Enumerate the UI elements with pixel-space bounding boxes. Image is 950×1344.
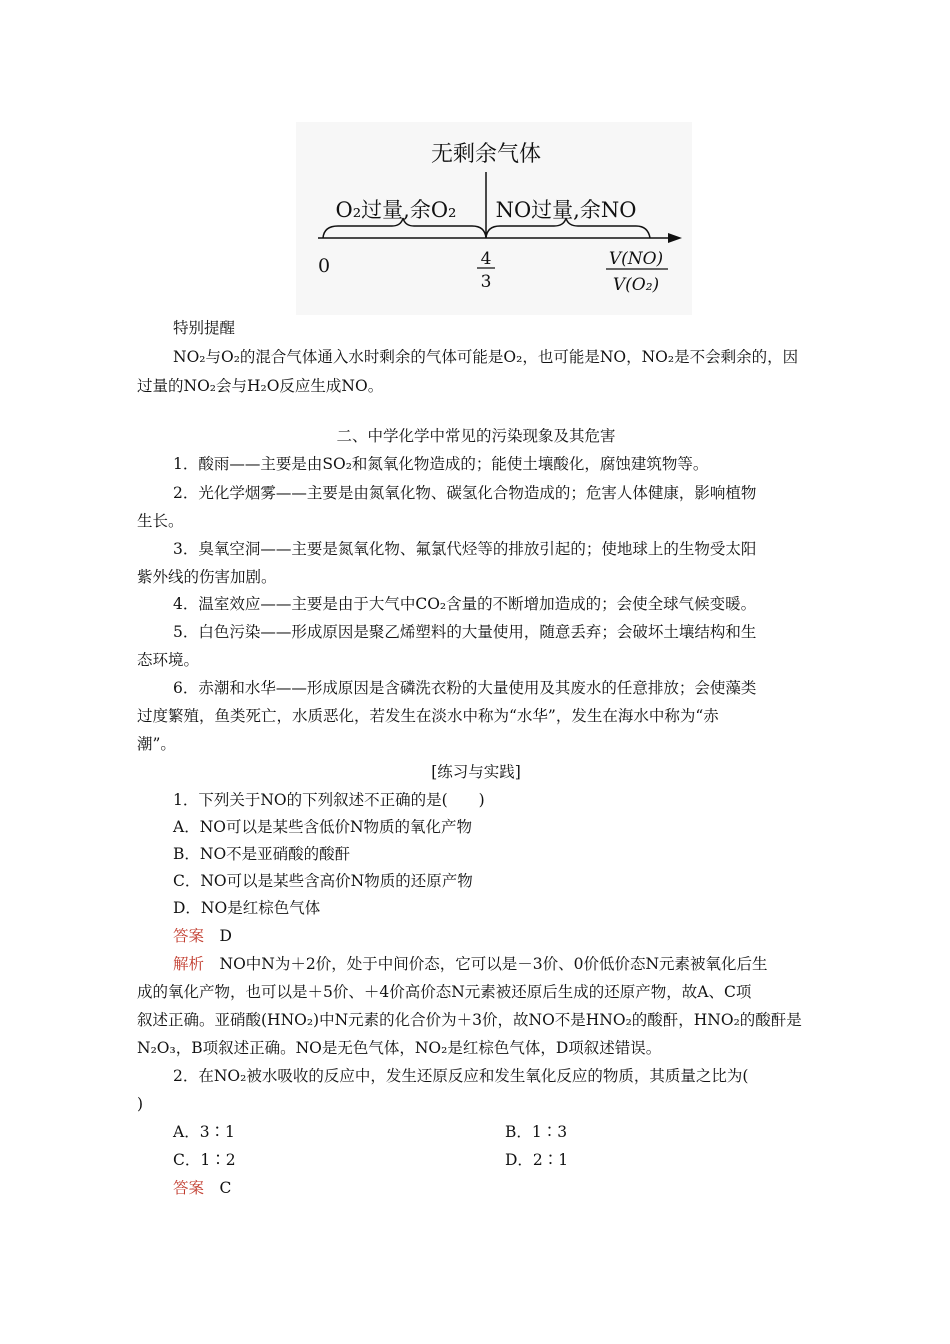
option-d: D．2∶1	[505, 1151, 569, 1169]
axis-denominator: V(O₂)	[612, 275, 660, 295]
mark-denominator: 3	[480, 272, 492, 292]
analysis-text: NO中N为＋2价，处于中间价态，它可以是－3价、0价低价态N元素被氧化后生	[219, 955, 768, 973]
answer-line	[137, 922, 851, 950]
practice-heading: [练习与实践]	[431, 763, 521, 781]
axis-numerator: V(NO)	[608, 249, 664, 269]
tip-line: 过量的NO₂会与H₂O反应生成NO。	[137, 377, 384, 395]
origin-label: 0	[317, 255, 331, 277]
list-item: 6．赤潮和水华——形成原因是含磷洗衣粉的大量使用及其废水的任意排放；会使藻类	[173, 679, 757, 697]
diagram-right-label: NO过量,余NO	[495, 198, 637, 222]
analysis-label: 解析	[173, 955, 205, 973]
section-heading: 二、中学化学中常见的污染现象及其危害	[336, 427, 616, 445]
answer-value: D	[219, 927, 232, 945]
tip-line: NO₂与O₂的混合气体通入水时剩余的气体可能是O₂，也可能是NO，NO₂是不会剩余的，因	[173, 348, 799, 366]
list-item: 2．光化学烟雾——主要是由氮氧化物、碳氢化合物造成的；危害人体健康，影响植物	[173, 484, 757, 502]
answer-value: C	[219, 1179, 232, 1197]
analysis-text: N₂O₃，B项叙述正确。NO是无色气体，NO₂是红棕色气体，D项叙述错误。	[137, 1039, 662, 1057]
mark-numerator: 4	[480, 249, 492, 269]
answer-label: 答案	[173, 927, 205, 945]
diagram-left-label: O₂过量,余O₂	[335, 198, 457, 222]
list-item: 3．臭氧空洞——主要是氮氧化物、氟氯代烃等的排放引起的；使地球上的生物受太阳	[173, 540, 757, 558]
ratio-diagram	[296, 122, 692, 315]
answer-line	[137, 1174, 851, 1202]
question-stem: 2．在NO₂被水吸收的反应中，发生还原反应和发生氧化反应的物质，其质量之比为(	[173, 1067, 749, 1085]
analysis-text: 成的氧化产物，也可以是＋5价、＋4价高价态N元素被还原后生成的还原产物，故A、C项	[137, 983, 752, 1001]
list-item-cont: 紫外线的伤害加剧。	[137, 568, 277, 586]
option-d: D．NO是红棕色气体	[173, 899, 321, 917]
answer-label: 答案	[173, 1179, 205, 1197]
list-item-cont: 态环境。	[137, 651, 200, 669]
option-c: C．NO可以是某些含高价N物质的还原产物	[173, 872, 473, 890]
question-stem-cont: )	[137, 1095, 144, 1113]
list-item: 1．酸雨——主要是由SO₂和氮氧化物造成的；能使土壤酸化，腐蚀建筑物等。	[173, 455, 709, 473]
analysis-line	[137, 950, 851, 978]
option-b: B．NO不是亚硝酸的酸酐	[173, 845, 351, 863]
diagram-top-label: 无剩余气体	[430, 142, 542, 167]
question-stem: 1．下列关于NO的下列叙述不正确的是( )	[173, 791, 485, 809]
option-a: A．3∶1	[173, 1123, 235, 1141]
option-b: B．1∶3	[505, 1123, 568, 1141]
list-item: 4．温室效应——主要是由于大气中CO₂含量的不断增加造成的；会使全球气候变暖。	[173, 595, 757, 613]
list-item: 5．白色污染——形成原因是聚乙烯塑料的大量使用，随意丢弃；会破坏土壤结构和生	[173, 623, 757, 641]
option-c: C．1∶2	[173, 1151, 236, 1169]
option-a: A．NO可以是某些含低价N物质的氧化产物	[173, 818, 473, 836]
list-item-cont: 生长。	[137, 512, 184, 530]
analysis-text: 叙述正确。亚硝酸(HNO₂)中N元素的化合价为＋3价，故NO不是HNO₂的酸酐，HNO₂的酸酐是	[137, 1011, 802, 1029]
axis-arrow-icon	[668, 233, 682, 243]
list-item-cont: 过度繁殖，鱼类死亡，水质恶化，若发生在淡水中称为“水华”，发生在海水中称为“赤	[137, 707, 719, 725]
tip-title: 特别提醒	[173, 319, 236, 337]
list-item-cont: 潮”。	[137, 735, 176, 753]
